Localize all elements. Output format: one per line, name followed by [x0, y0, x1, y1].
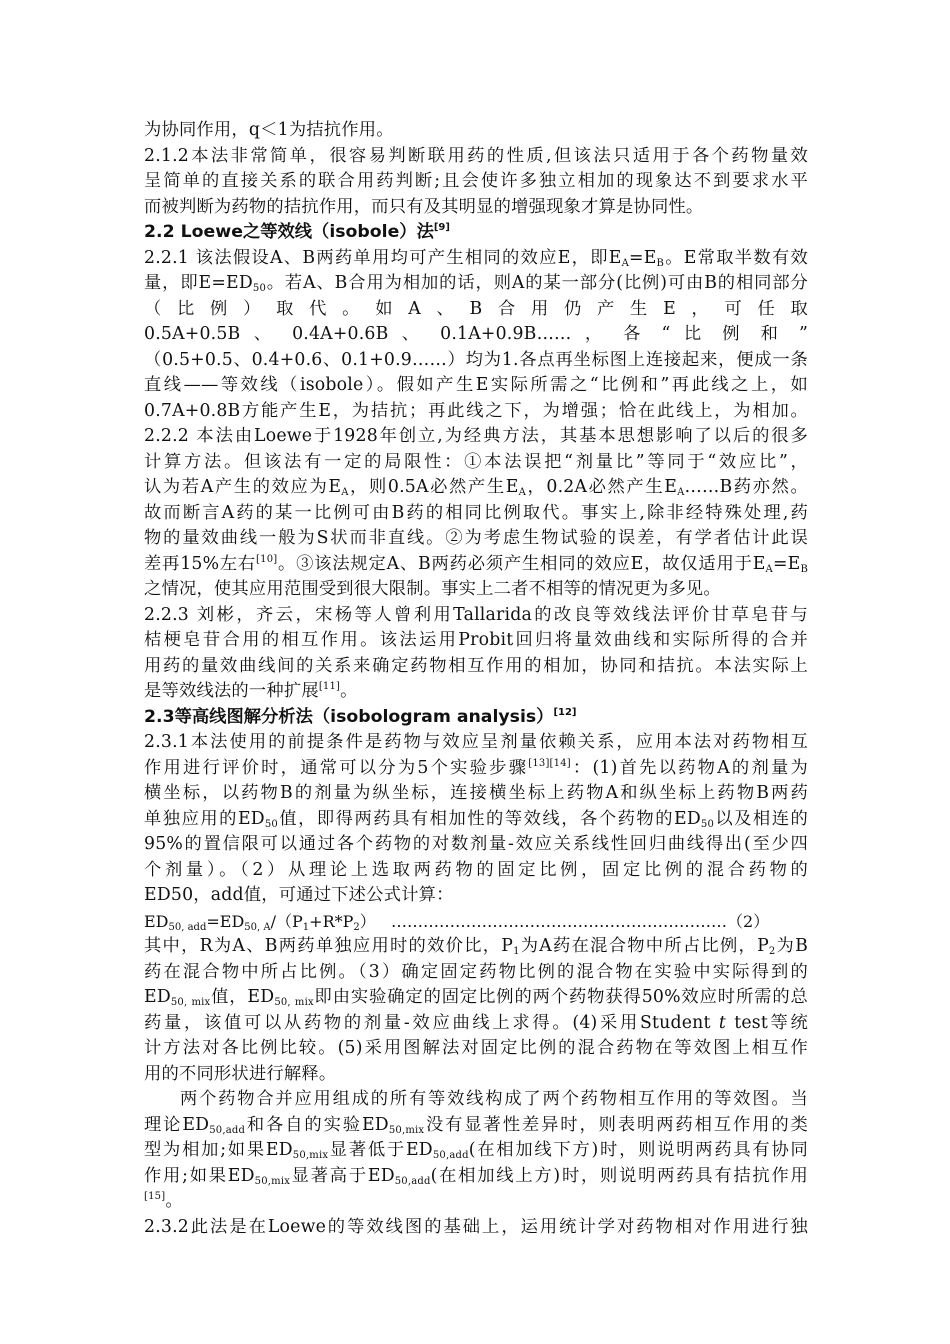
text-line: 而被判断为药物的拮抗作用，而只有及其明显的增强现象才算是协同性。: [144, 196, 704, 217]
text-line: 药在混合物中所占比例。（3）确定固定药物比例的混合物在实验中实际得到的: [144, 961, 808, 982]
text-line: 单独应用的$ED_{50}$值，即得两药具有相加性的等效线，各个药物的$ED_{50}$以及相连的: [144, 808, 808, 830]
text-line: 故而断言A药的某一比例可由B药的相同比例取代。事实上,除非经特殊处理,药: [144, 502, 808, 523]
text-line: 型为相加;如果$ED_{50,mix}$显著低于$ED_{50,add}$(在相加线下方)时，则说明两药具有协同: [144, 1140, 808, 1161]
text-line: 量，即$E=ED_{50}$。若A、B合用为相加的话，则A的某一部分(比例)可由B的相同部分: [144, 273, 808, 294]
text-line: 2.2.1 该法假设A、B两药单用均可产生相同的效应E，即$E_A=E_B$。E常取半数有效: [144, 247, 808, 269]
text-line: 个剂量）。（2）从理论上选取两药物的固定比例，固定比例的混合药物的: [144, 859, 808, 880]
document-page: [144, 118, 808, 1240]
text-line: 95%的置信限可以通过各个药物的对数剂量-效应关系线性回归曲线得出(至少四: [144, 834, 808, 854]
text-line: 2.1.2本法非常简单，很容易判断联用药的性质,但该法只适用于各个药物量效: [144, 145, 808, 166]
text-line: 横坐标，以药物B的剂量为纵坐标，连接横坐标上药物A和纵坐标上药物B两药: [144, 783, 808, 803]
text-line: 直线——等效线（isobole）。假如产生E实际所需之“比例和”再此线之上，如: [144, 375, 808, 395]
text-line: 其中，R为A、B两药单独应用时的效价比，$P_1$为A药在混合物中所占比例，$P_2$为B: [144, 936, 808, 957]
text-line: 物的量效曲线一般为S状而非直线。②为考虑生物试验的误差，有学者估计此误: [144, 528, 808, 548]
text-line: （比例）取代。如A、B合用仍产生E，可任取: [144, 298, 808, 319]
text-line: 作用进行评价时，通常可以分为5个实验步骤[13][14]：(1)首先以药物A的剂量为: [144, 757, 808, 778]
text-line: 是等效线法的一种扩展[11]。: [144, 681, 358, 701]
text-line: （0.5+0.5、0.4+0.6、0.1+0.9……）均为1.各点再坐标图上连接起来，便成一条: [144, 349, 808, 370]
text-line: 0.7A+0.8B方能产生E，为拮抗；再此线之下，为增强；恰在此线上，为相加。: [144, 400, 808, 421]
text-line: 0.5A+0.5B 、 0.4A+0.6B 、 0.1A+0.9B…… ， 各 “ 比 例 和 ”: [144, 324, 808, 344]
text-line: 两个药物合并应用组成的所有等效线构成了两个药物相互作用的等效图。当: [180, 1089, 808, 1109]
section-heading-2-3: 2.3等高线图解分析法（isobologram analysis）[12]: [144, 706, 577, 727]
text-line: 作用;如果$ED_{50,mix}$显著高于$ED_{50,add}$(在相加线上方)时，则说明两药具有拮抗作用: [144, 1165, 808, 1187]
text-line: ED50，add值，可通过下述公式计算：: [144, 885, 454, 905]
text-line: [15]。: [144, 1191, 183, 1211]
text-line: 理论$ED_{50,add}$和各自的实验$ED_{50,mix}$没有显著性差异时，则表明两药相互作用的类: [144, 1114, 808, 1136]
text-line: $ED_{50, mix}$值，$ED_{50, mix}$即由实验确定的固定比例的两个药物获得50%效应时所需的总: [144, 987, 808, 1008]
text-line: 之情况，使其应用范围受到很大限制。事实上二者不相等的情况更为多见。: [144, 579, 721, 599]
text-line: 2.3.1本法使用的前提条件是药物与效应呈剂量依赖关系，应用本法对药物相互: [144, 732, 808, 752]
text-line: 2.2.3 刘彬，齐云，宋杨等人曾利用Tallarida的改良等效线法评价甘草皂苷与: [144, 604, 808, 625]
formula-2: $ED_{50, add}=ED_{50, A}/(P_1+R*P_2)$ ………………………………………………………（2）: [144, 911, 770, 933]
text-line: 呈简单的直接关系的联合用药判断;且会使许多独立相加的现象达不到要求水平: [144, 171, 808, 191]
text-line: 用药的量效曲线间的关系来确定药物相互作用的相加，协同和拮抗。本法实际上: [144, 655, 808, 676]
text-line: 桔梗皂苷合用的相互作用。该法运用Probit回归将量效曲线和实际所得的合并: [144, 630, 808, 650]
formula-leader: ………………………………………………………（2）: [391, 911, 770, 931]
text-line: 2.3.2此法是在Loewe的等效线图的基础上，运用统计学对药物相对作用进行独: [144, 1216, 808, 1237]
text-line: 认为若A产生的效应为$E_A$，则0.5A必然产生$E_A$，0.2A必然产生$E_A\dots\dots B$药亦然。: [144, 477, 808, 498]
text-line: 2.2.2 本法由Loewe于1928年创立,为经典方法，其基本思想影响了以后的很多: [144, 426, 808, 446]
text-line: 差再15%左右[10]。③该法规定A、B两药必须产生相同的效应E，故仅适用于$E_A=E_B$: [144, 553, 808, 575]
text-line: 计方法对各比例比较。(5)采用图解法对固定比例的混合药物在等效图上相互作: [144, 1038, 808, 1058]
text-line: 计算方法。但该法有一定的局限性：①本法误把“剂量比”等同于“效应比”，: [144, 451, 808, 472]
text-line: 药量，该值可以从药物的剂量-效应曲线上求得。(4)采用Student t test等统: [144, 1012, 808, 1033]
text-line: 用的不同形状进行解释。: [144, 1063, 337, 1084]
text-line: 为协同作用，q＜1为拮抗作用。: [144, 120, 394, 140]
section-heading-2-2: 2.2 Loewe之等效线（isobole）法[9]: [144, 222, 450, 242]
